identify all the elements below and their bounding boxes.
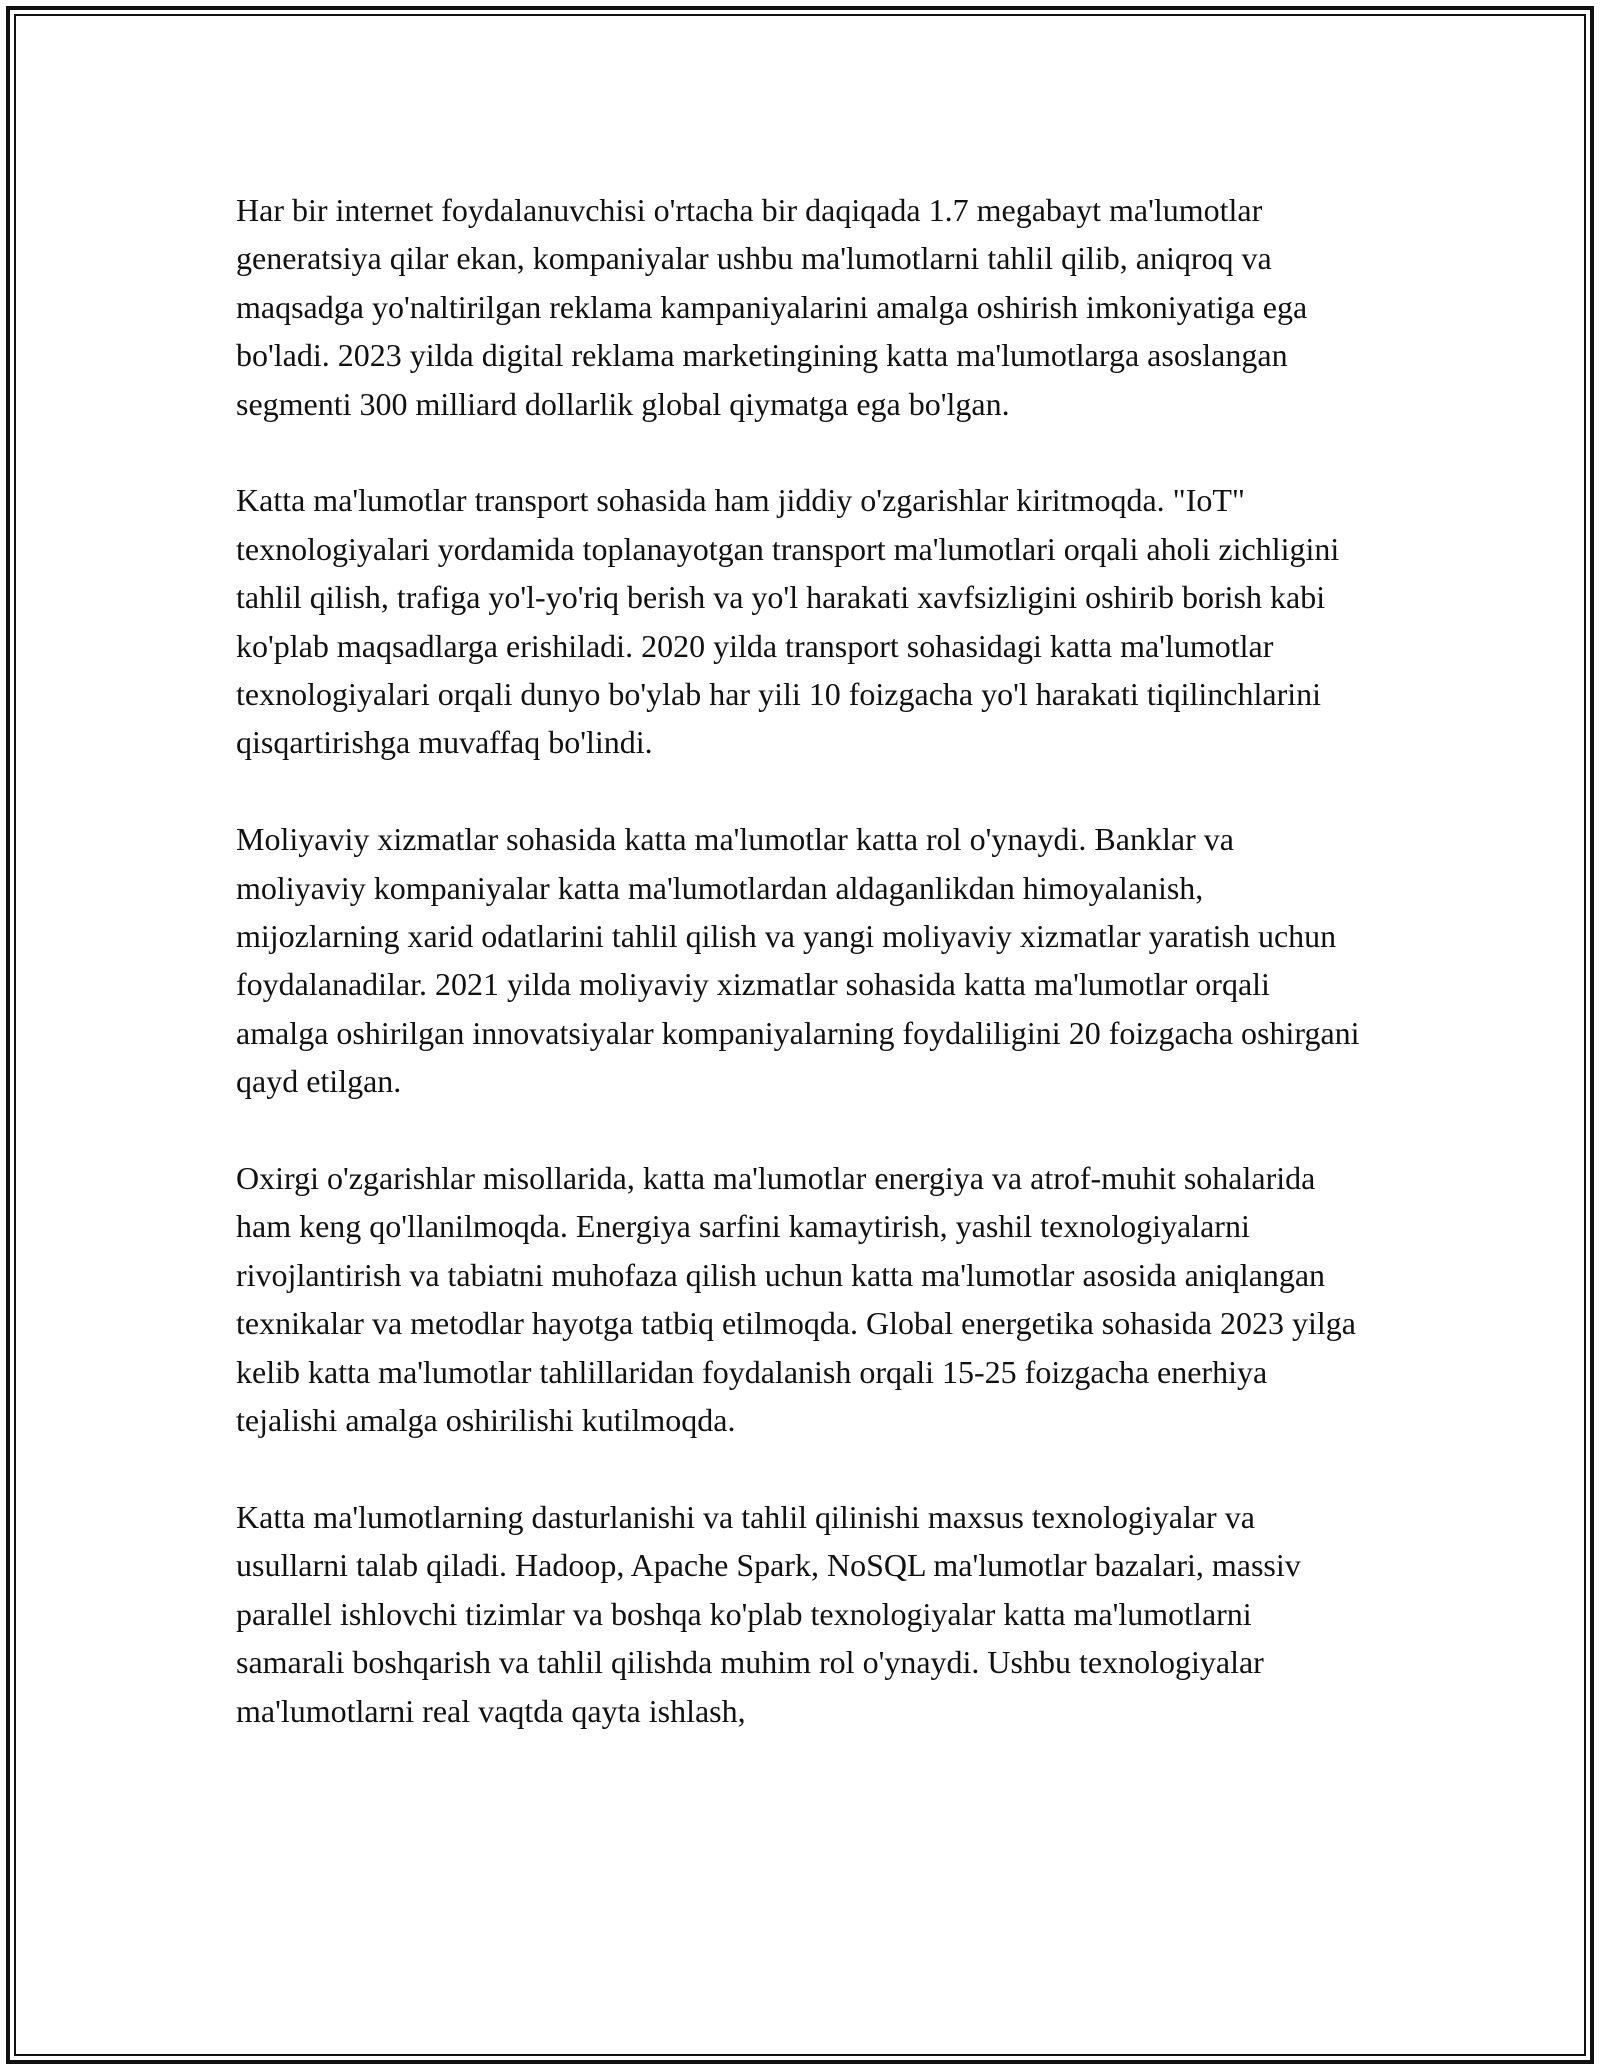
- paragraph-advertising: Har bir internet foydalanuvchisi o'rtacha bir daqiqada 1.7 megabayt ma'lumotlar generatsiya qilar ekan, kompaniyalar ushbu ma'lumotlarni tahlil qilib, aniqroq va maqsadga yo'naltirilgan reklama kampaniyalarini amalga oshirish imkoniyatiga ega bo'ladi. 2023 yilda digital reklama marketingining katta ma'lumotlarga asoslangan segmenti 300 milliard dollarlik global qiymatga ega bo'lgan.: [236, 192, 1308, 422]
- paragraph-technologies: Katta ma'lumotlarning dasturlanishi va tahlil qilinishi maxsus texnologiyalar va usullarni talab qiladi. Hadoop, Apache Spark, NoSQL ma'lumotlar bazalari, massiv parallel ishlovchi tizimlar va boshqa ko'plab texnologiyalar katta ma'lumotlarni samarali boshqarish va tahlil qilishda muhim rol o'ynaydi. Ushbu texnologiyalar ma'lumotlarni real vaqtda qayta ishlash,: [236, 1498, 1301, 1729]
- document-body: [236, 186, 1366, 1783]
- paragraph-finance: Moliyaviy xizmatlar sohasida katta ma'lumotlar katta rol o'ynaydi. Banklar va moliyaviy kompaniyalar katta ma'lumotlardan aldaganlikdan himoyalanish, mijozlarning xarid odatlarini tahlil qilish va yangi moliyaviy xizmatlar yaratish uchun foydalanadilar. 2021 yilda moliyaviy xizmatlar sohasida katta ma'lumotlar orqali amalga oshirilgan innovatsiyalar kompaniyalarning foydaliligini 20 foizgacha oshirgani qayd etilgan.: [236, 821, 1360, 1100]
- paragraph-energy: Oxirgi o'zgarishlar misollarida, katta ma'lumotlar energiya va atrof-muhit sohalarida ham keng qo'llanilmoqda. Energiya sarfini kamaytirish, yashil texnologiyalarni rivojlantirish va tabiatni muhofaza qilish uchun katta ma'lumotlar asosida aniqlangan texnikalar va metodlar hayotga tatbiq etilmoqda. Global energetika sohasida 2023 yilga kelib katta ma'lumotlar tahlillaridan foydalanish orqali 15-25 foizgacha enerhiya tejalishi amalga oshirilishi kutilmoqda.: [236, 1160, 1356, 1439]
- paragraph-transport: Katta ma'lumotlar transport sohasida ham jiddiy o'zgarishlar kiritmoqda. "IoT" texnologiyalari yordamida toplanayotgan transport ma'lumotlari orqali aholi zichligini tahlil qilish, trafiga yo'l-yo'riq berish va yo'l harakati xavfsizligini oshirib borish kabi ko'plab maqsadlarga erishiladi. 2020 yilda transport sohasidagi katta ma'lumotlar texnologiyalari orqali dunyo bo'ylab har yili 10 foizgacha yo'l harakati tiqilinchlarini qisqartirishga muvaffaq bo'lindi.: [236, 482, 1340, 761]
